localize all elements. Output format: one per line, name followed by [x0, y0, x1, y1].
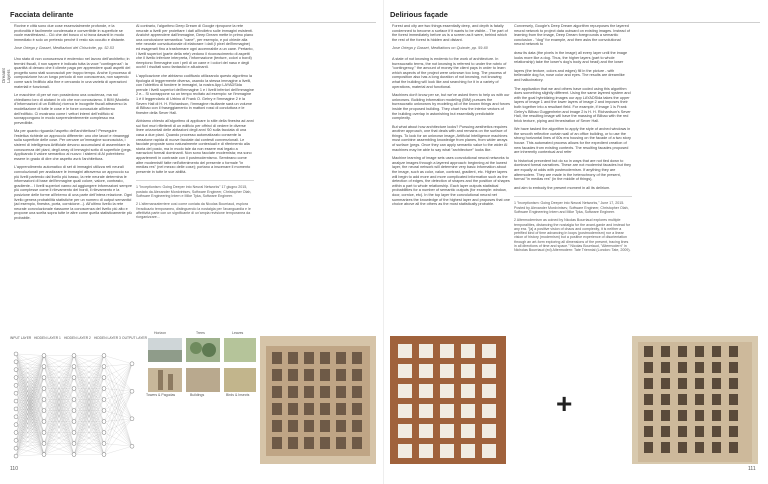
network-layer-label: HIDDEN LAYER 3: [94, 336, 121, 340]
feature-label: Birds & Insects: [226, 393, 250, 397]
window: [712, 426, 721, 437]
window: [729, 410, 738, 421]
network-node: [14, 360, 18, 364]
network-node: [14, 399, 18, 403]
network-layer-label: OUTPUT LAYER: [122, 336, 147, 340]
network-edge: [104, 419, 132, 422]
window: [678, 394, 687, 405]
network-node: [14, 415, 18, 419]
network-edge: [104, 367, 132, 392]
window: [419, 404, 433, 418]
epigraph: Rovine e città sono due cose essenzialmente profonde, e la profondità è facilmente condensata e convertibile in superficie se vuole manifestarsi... Ciò che del bosco ci si trova davanti in modo immediato è solo un pretesto perché il resto sia occulto e distante.: [14, 24, 126, 42]
window: [304, 437, 314, 449]
towers-thumbnail: [148, 368, 182, 392]
tower-shape: [158, 370, 163, 390]
network-node: [42, 365, 46, 369]
window: [461, 444, 475, 458]
window: [644, 362, 653, 373]
right-column-1: [392, 24, 510, 211]
paragraph: Al contrario, l'algoritmo Deep Dream di Google ripropone la rete neurale a livelli per proiettare i dati all'indietro sulle immagini esistenti. Anziché apprendere dall'immagine, Deep Dream mette in primo piano una conclusione semantica: "cane", per esempio, e poi chiede alla rete neurale convoluzionale di elaborare i dati (i pixel dell'immagine) ed esagerarli fino a trasformare ogni accennabile a un cane. Pertanto, i livelli superiori (parte della rete) vedono il riconoscimento di aspetti che il livello inferiore interpreta, l'informazione (texture, colori o bordi) riempiono l'immagine con i peli di un cane e i colori del naso e degli occhi! I risultati sono fantastici e allucinanti.: [136, 24, 254, 70]
window: [678, 410, 687, 421]
page-number-left: 110: [10, 466, 18, 472]
network-node: [72, 453, 76, 457]
network-edge: [104, 356, 132, 392]
paragraph: But what about how architecture looks? Pursuing aesthetics requires another approach, one that deals with and remains on the surface of things. To look for an unknown image, Artificial Intelligence machines must combine assembling knowledge from planes, from wider arrays of surface (pegs. Once they can apply semantic value to the wider AI machines may be able to say what "architecture" looks like.: [392, 124, 508, 152]
window: [320, 369, 330, 381]
paragraph: L'applicazione che abbiamo codificato utilizzando questo algoritmo la tipologia di leggermente diversa, usando la stessa immagine a livelli, con l'obiettivo di fondere le immagini, la nostra App LAYADSida prende i livelli superiori dell'immagine 1 e i livelli inferiori dell'immagine 2 e... Si sovrappone su un tempo recitato ad esempio: se l'immagine 1 è il leggendario di Urbino di Frank O. Gehry e l'immagine 2 è la Seven Hall di H. H. Richardson, l'immagine risultante sarà un volume di Bilbao con il fraseggiamento in mattoni rossi di conduttura e le finestre della Sever Hall.: [136, 73, 254, 115]
left-column-1: [14, 24, 132, 225]
epigraph-source: Jose Ortega y Gasset, Meditations on Quixote, pp. 59-60: [392, 46, 488, 51]
window: [336, 403, 346, 415]
network-node: [42, 420, 46, 424]
network-edge: [16, 356, 44, 378]
window: [288, 437, 298, 449]
network-layer-label: HIDDEN LAYER 1: [34, 336, 61, 340]
window: [729, 378, 738, 389]
network-node: [14, 368, 18, 372]
network-edge: [104, 419, 132, 433]
footnote: 1 "Inceptionism: Going Deeper into Neural Networks" 17 giugno 2015, postato da Alexander Mordvintsev, Software Engineer, Christopher Olah, Software Engineering Intern e Mike Tyka, Software Engineer.: [136, 185, 252, 198]
window: [712, 378, 721, 389]
window: [678, 426, 687, 437]
feature-label: Horizon: [154, 331, 167, 335]
network-edge: [104, 378, 132, 392]
window: [482, 424, 496, 438]
tree-shape: [202, 343, 216, 357]
network-edge: [104, 391, 132, 432]
window: [461, 424, 475, 438]
window: [419, 364, 433, 378]
network-node: [102, 453, 106, 457]
window: [440, 344, 454, 358]
paragraph: Conversely, Google's Deep Dream algorithm repurposes the layered neural network to project data outward on existing images. Instead of learning from the image, Deep Dream foregrounds a semantic conclusion - "dog" for example, and then asks the convolutional neural network to: [514, 24, 630, 47]
window: [661, 410, 670, 421]
right-column-2: [514, 24, 632, 257]
network-node: [72, 365, 76, 369]
network-edge: [16, 411, 44, 457]
network-edge: [16, 367, 44, 402]
buildings-thumbnail: [186, 368, 220, 392]
epigraph: Forest and city are two things essentially deep, and depth is fatally condemned to become a surface if it wants to be visible... The part of the forest immediately before us is a screen as it were, behind which the rest of the forest is hidden and distant.: [392, 24, 508, 42]
horizon-ground: [148, 350, 182, 362]
window: [272, 420, 282, 432]
window: [398, 364, 412, 378]
network-edge: [104, 391, 132, 443]
network-edge: [16, 356, 44, 362]
window: [695, 394, 704, 405]
stone-facade-image: [632, 336, 758, 464]
window: [440, 384, 454, 398]
network-node: [130, 417, 134, 421]
window: [288, 386, 298, 398]
window: [461, 404, 475, 418]
network-node: [42, 453, 46, 457]
tower-shape: [168, 374, 173, 390]
paragraph: draw its data (the pixels in the image) all every layer until the image looks more like a dog. Thus, the higher layers (part to whole relationship) take the lower's dog's body and head) and the lower: [514, 50, 628, 65]
window: [320, 403, 330, 415]
window: [712, 410, 721, 421]
paragraph: to historical precedent but do so in ways that are not tied down to dominant formal narratives. These are not modernist facades but they are equally at odds with postmodernism. If anything they are altermodern. They are made in the heterochrony of the present, formal "in medias res" (in the middle of things),: [514, 158, 632, 182]
window: [482, 384, 496, 398]
footnote-divider: [514, 196, 632, 197]
window: [661, 378, 670, 389]
paragraph: Le macchine di per sé non possiedono una coscienza, ma noi chiediamo loro di aiutarci in ciò che non conosciamo. Il BIM (Modello d'Informazioni di un Edificio) ricerca le incognite fiscali attraverso la modellazione di tutte le cose e le forze conosciute all'interno dell'edificio. Ci mostrano come i vettori interni dell'edificio si sovrappongono in modo sorprendentemente complesso ma prevedibile.: [14, 93, 130, 125]
window: [320, 386, 330, 398]
window: [272, 403, 282, 415]
window: [398, 444, 412, 458]
network-node: [14, 376, 18, 380]
window: [644, 410, 653, 421]
window: [695, 362, 704, 373]
paragraph: and aim to embody the present moment in all its delirium.: [514, 185, 611, 190]
network-node: [42, 354, 46, 358]
network-edge: [16, 356, 44, 417]
window: [729, 362, 738, 373]
network-edge: [16, 389, 44, 433]
window: [461, 364, 475, 378]
facade-photo-stone: [632, 336, 758, 464]
right-page-title: Delirious façade: [390, 10, 760, 23]
paragraph: Machine learning of image sets uses convolutional neural networks to analyze images through a layered approach: beginning at the lowest layer, the neural network will determine very basic information about the image, such as color, value, contrast, gradient, etc. Higher layers will begin to add more and more complicated information such as the detection of edges, the detection of shapes and the position of shapes within a part to whole relationship. Each layer outputs statistical probabilities for a number of semantic outputs (for example: window, door, cornice, etc). In the top layer the convolutional neural net summarizes the knowledge of the highest layer and proposes that one choice above all the others as the most statistically probable.: [392, 156, 510, 207]
facade-image: [260, 336, 376, 464]
network-node: [130, 389, 134, 393]
window: [661, 394, 670, 405]
window: [336, 437, 346, 449]
network-node: [102, 442, 106, 446]
network-node: [72, 376, 76, 380]
window: [729, 442, 738, 453]
window: [398, 404, 412, 418]
network-edge: [16, 422, 44, 457]
brick-facade-image: [390, 336, 506, 464]
window: [712, 346, 721, 357]
feature-thumbnails: [146, 336, 258, 396]
window: [695, 442, 704, 453]
paragraph: Ma per quanto riguarda l'aspetto dell'architettura? Perseguire l'estetica richiede un approccio differente: uno che lavori e rimaneggi sulla superficie delle cose. Per cercare un'immagine sconosciuta, i sistemi di intelligenza Artificiale devono accumularsi di assemblare la conoscenza del piani, degli array di immagini sotto di superficie (pegs. Applicando il valore semantico al nuovo: i sistemi di AI potrebbero essere in grado di dire che aspetto avrà l'architettura.: [14, 129, 132, 161]
network-node: [42, 376, 46, 380]
left-column-2: [136, 24, 254, 223]
window: [644, 426, 653, 437]
network-node: [14, 407, 18, 411]
window: [304, 386, 314, 398]
feature-visualization-grid: [146, 331, 258, 397]
network-edge: [16, 378, 44, 449]
network-edge: [16, 367, 44, 433]
network-edge: [104, 364, 132, 389]
network-layer-label: INPUT LAYER: [10, 336, 32, 340]
window: [288, 420, 298, 432]
network-node: [102, 409, 106, 413]
network-node: [14, 423, 18, 427]
window: [661, 362, 670, 373]
feature-label: Towers & Pagodas: [146, 393, 176, 397]
network-node: [14, 431, 18, 435]
window: [352, 369, 362, 381]
paragraph: Uno stato di non conoscenza è endemico nel lavoro dell'architetto; in termini fiscali, il non sapere è indicato tutta la voce "contingenza": la quantità di denaro che il cliente paga per apprendere quali aspetti del progetto sono stati sconosciuti per troppo tempo. Anche il processo di composizione ha un lungo periodo di non conoscenza, non sapendo come sarà l'edificio alla fine e cercando in una varietà di operazioni materiali e funzionali.: [14, 56, 131, 89]
window: [288, 369, 298, 381]
network-edge: [104, 419, 132, 455]
window: [336, 420, 346, 432]
window: [729, 394, 738, 405]
network-node: [72, 442, 76, 446]
window: [304, 369, 314, 381]
window: [419, 444, 433, 458]
network-node: [14, 383, 18, 387]
network-node: [72, 409, 76, 413]
network-edge: [104, 446, 132, 454]
window: [644, 378, 653, 389]
window: [461, 384, 475, 398]
page-number-right: 111: [748, 466, 756, 472]
footnote: 2 L'alternanzaterriere così come coniata da Nicolas Bourriaud, esplora l'eradicazio temporaneo, distinguendo la nostalgia per l'avanguardia e le affettività parte con un significante di un'ampia revisione temporanea da riorganizzare...: [136, 202, 251, 220]
window: [661, 346, 670, 357]
window: [644, 442, 653, 453]
network-edge: [104, 389, 132, 392]
paragraph: A state of not knowing is endemic to the work of architecture. In bureaucratic terms, the not knowing is referred to under the rubric of "contingency," the amount of money the client pays in order to learn which aspects of the project were unknown too long. The process of composition also has a long duration of not knowing, not knowing what the building will look like and searching for it in a variety of operations, material and functional.: [392, 56, 507, 89]
window: [661, 442, 670, 453]
paragraph: layers (the texture, colors and edges) fill in the picture - with believable dog fur, nose color and eyes. The results are dreamlike and hallucinatory.: [514, 68, 625, 82]
window: [461, 344, 475, 358]
window: [712, 442, 721, 453]
window: [678, 362, 687, 373]
window: [482, 344, 496, 358]
window: [695, 346, 704, 357]
window: [398, 344, 412, 358]
network-layer-label: HIDDEN LAYER 2: [64, 336, 91, 340]
window: [644, 346, 653, 357]
window: [695, 378, 704, 389]
network-node: [72, 387, 76, 391]
window: [419, 344, 433, 358]
window: [440, 424, 454, 438]
side-tab-label: Dreamt Layers: [1, 68, 11, 84]
tree-shape: [190, 342, 202, 354]
network-edge: [16, 354, 44, 356]
feature-label: Leaves: [232, 331, 244, 335]
left-page-title: Facciata delirante: [10, 10, 376, 23]
window: [352, 352, 362, 364]
network-edge: [16, 444, 44, 457]
window: [336, 369, 346, 381]
window: [304, 352, 314, 364]
window: [336, 352, 346, 364]
network-node: [130, 362, 134, 366]
window: [352, 403, 362, 415]
network-node: [102, 420, 106, 424]
window: [320, 352, 330, 364]
window: [661, 426, 670, 437]
facade-photo-brick: [390, 336, 506, 464]
facade-photo-left: [260, 336, 376, 464]
window: [398, 424, 412, 438]
window: [320, 420, 330, 432]
network-node: [102, 431, 106, 435]
window: [678, 378, 687, 389]
window: [695, 410, 704, 421]
network-node: [42, 409, 46, 413]
network-node: [14, 438, 18, 442]
paragraph: L'apprendimento automatico di set di immagini utilizza reti neurali convoluzionali per analizzare le immagini attraverso un approccio su più livelli partendo dal livello più basso, la rete neurale determina le informazioni di base dell'immagine quali colore, valore, contrasto, gradiente... I livelli superiori vanno ad aggiungere informazioni sempre più complesse come il rilevamento dei bordi, il rilevamento e la posizione delle forme all'interno di una parte dell'intera relazione. Ogni livello genera probabilità statistiche per un numero di output semantici (ad esempio, finestra, porta, cornicione...). All'ultimo livello la rete neurale convoluzionale riassume la conoscenza del livello più alto e propone una scelta sopra tutte le altre come quella statisticamente più probabile.: [14, 165, 132, 220]
network-node: [42, 431, 46, 435]
window: [482, 444, 496, 458]
network-node: [130, 444, 134, 448]
network-edge: [104, 419, 132, 444]
network-edge: [16, 455, 44, 457]
window: [304, 403, 314, 415]
plus-symbol: +: [556, 388, 573, 419]
window: [419, 424, 433, 438]
network-node: [14, 446, 18, 450]
window: [729, 346, 738, 357]
window: [729, 426, 738, 437]
network-node: [102, 387, 106, 391]
network-edge: [16, 389, 44, 402]
network-node: [102, 354, 106, 358]
network-graph: [10, 344, 142, 464]
network-node: [42, 398, 46, 402]
network-node: [42, 442, 46, 446]
paragraph: We have tasked the algorithm to apply the style of arched windows in the smooth reflective curtain wall of an office building, or to use the strong horizontal lines of 60s era housing on the facade of a two story house. This automated process allows for the expedient creation of new facades from existing contexts. The resulting facades proposed are inherently contextual and refer: [514, 127, 631, 155]
neural-network-diagram: [10, 336, 147, 464]
paragraph: Machines don't know per se, but we've asked them to help us with our unknowns. Building information modeling (BIM) pursues the bureaucratic unknowns by modeling all of the known things and forces inside the proposed building. They chart how the interior vectors of the building overlap in astonishing but essentially predictable complexity.: [392, 93, 510, 121]
network-edge: [104, 356, 132, 364]
window: [272, 369, 282, 381]
feature-label: Buildings: [190, 393, 205, 397]
window: [352, 437, 362, 449]
window: [352, 386, 362, 398]
network-node: [42, 387, 46, 391]
footnote-divider: [136, 180, 254, 181]
window: [644, 394, 653, 405]
network-edge: [104, 364, 132, 433]
window: [712, 362, 721, 373]
window: [398, 384, 412, 398]
window: [288, 403, 298, 415]
window: [304, 420, 314, 432]
footnote: 2 Altermodernism as coined by Nicolas Bourriaud explores multiple temporalities, distancing the nostalgia for the avant-garde and instead for any era. "[a] a positive vision of chaos and complexity, it is neither a petrified kind of time advancing in loops (postmodernism) nor a linear vision of history (modernism) but a positive experience of disorientation through an art-form exploring all dimensions of the present, tracing lines in all directions of time and space." Nicolas Bourriaud, "Altermodern" in Nicholas Bourriaud (ed) Altermodern: Tate Triennial (London: Tate, 2009).: [514, 218, 631, 253]
window: [678, 346, 687, 357]
window: [712, 394, 721, 405]
window: [695, 426, 704, 437]
footnote: 1 "Inceptionism: Going Deeper into Neural Networks," June 17, 2015. Posted by Alexander Mordvintsev, Software Engineer, Christopher Olah, Software Engineering Intern and Mike Tyka, Software Engineer.: [514, 201, 629, 214]
window: [320, 437, 330, 449]
network-node: [72, 354, 76, 358]
window: [440, 444, 454, 458]
network-node: [72, 431, 76, 435]
network-edge: [16, 378, 44, 417]
paragraph: Abbiamo chiesto all'algoritmo di applicare lo stile della finestra ad anni sui fiori muri riflettenti di un edificio per offrirci di vedere le diverse linee orizzontali delle abitazioni degli anni '60 sulla facciata di una casa a due piani. Quando processo automatizzato consente la creazione rapida di nuove facciate dai contesti convenzionali. Le facciate proposte sono naturalmente contestuali e di riferimento alla storia del posto, ma in modo tale da non essere mai legato a narrazioni formali dominanti. Non sono facciate modernista; ma sono appartenenti in contraste con il postmodernismo. Sembrano come altre modernisti! fatte nell'ottenimento del presente o formale "in medias res" (nel mezzo delle cose); portano a inscenare il momento presente in tutte le sue abilità.: [136, 119, 254, 174]
window: [482, 404, 496, 418]
network-edge: [104, 422, 132, 447]
epigraph-source: Jose Ortega y Gasset, Meditazioni del Chisciotte, pp. 52-53: [14, 46, 115, 51]
window: [440, 364, 454, 378]
network-node: [14, 352, 18, 356]
window: [272, 437, 282, 449]
window: [272, 386, 282, 398]
network-node: [102, 365, 106, 369]
window: [272, 352, 282, 364]
network-node: [102, 398, 106, 402]
network-node: [14, 454, 18, 458]
window: [336, 386, 346, 398]
window: [440, 404, 454, 418]
window: [288, 352, 298, 364]
network-node: [102, 376, 106, 380]
feature-label: Trees: [196, 331, 205, 335]
network-edge: [104, 364, 132, 422]
window: [678, 442, 687, 453]
network-node: [72, 420, 76, 424]
window: [419, 384, 433, 398]
network-node: [14, 391, 18, 395]
window: [482, 364, 496, 378]
paragraph: The application that we and others have coded using this algorithm does something slightly different. Using the same layered system and with the goal hybridizing images our app LAYADSida takes the upper layers of image 1 and the lower layers of image 2 and imposes their both together into a resultant field. For example, if image 1 is Frank Gehry's Bilbao Guggenheim and image 2 is H. H. Richardson's Sever Hall, the resulting image will have the massing of Bilbao with the red brick texture, piping and fenestration of Sever Hall.: [514, 86, 631, 123]
window: [352, 420, 362, 432]
network-node: [72, 398, 76, 402]
birds-thumbnail: [224, 368, 256, 392]
leaves-thumbnail: [224, 338, 256, 362]
